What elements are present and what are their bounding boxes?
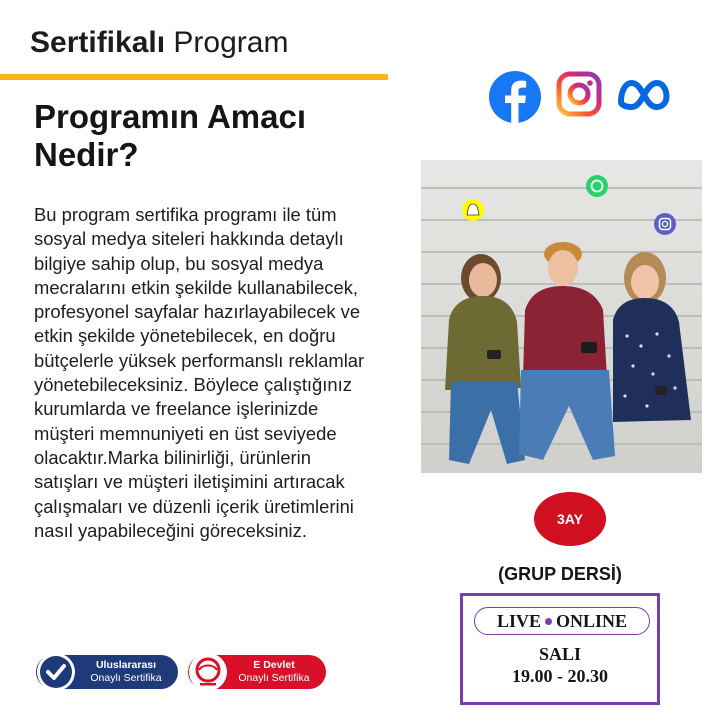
checkmark-icon: [36, 652, 76, 692]
whatsapp-icon: [586, 175, 608, 197]
live-label: LIVE: [496, 610, 541, 631]
students-photo: [421, 160, 702, 473]
cert-1-line2: Onaylı Sertifika: [90, 672, 162, 684]
instagram-icon[interactable]: [555, 70, 603, 118]
group-lesson-label: (GRUP DERSİ): [498, 564, 622, 584]
program-description: Bu program sertifika programı ile tüm sosyal medya siteleri hakkında detaylı bilgiye sahip olup, bu sosyal medya mecralarını etkin şekilde kullanabilecek, profesyonel sayfalar hazırlayabilecek ve etkin şekilde yönetebilecek, en doğru bütçelerle yüksek performanslı reklamlar yönetebileceksiniz. Böylece çalıştığınız kurumlarda ve freelance işlerinizde müşteri memnuniyeti en üst seviyede olacaktır.Marka bilinirliği, ürünlerin satışları ve müşteri iletişimini artıracak çalışmaları ve düzenli içerik üretimlerini nasıl yapabileceğini göreceksiniz.: [34, 204, 365, 541]
separator-dot: [545, 618, 552, 625]
meta-icon[interactable]: [615, 76, 673, 114]
cert-2-line2: Onaylı Sertifika: [238, 672, 310, 684]
cert-2-line1: E Devlet: [253, 659, 295, 671]
program-title-bold: Sertifikalı: [30, 26, 166, 59]
schedule-hours: 19.00 - 20.30: [512, 666, 608, 686]
section-heading: Programın Amacı Nedir?: [34, 98, 307, 173]
title-underline: [0, 74, 388, 80]
schedule-day: SALI: [538, 644, 582, 664]
online-label: ONLINE: [556, 610, 628, 631]
edevlet-logo-icon: [188, 652, 228, 692]
snapchat-icon: [462, 199, 484, 221]
program-title: [30, 26, 288, 60]
students-illustration: [421, 160, 702, 473]
facebook-icon[interactable]: [488, 70, 542, 124]
program-title-regular: Program: [173, 26, 289, 59]
instagram-icon: [654, 213, 676, 235]
duration-badge: 3AY: [534, 492, 606, 546]
international-certificate-badge: [36, 655, 178, 689]
cert-1-line1: Uluslararası: [95, 659, 157, 671]
live-online-pill: [474, 607, 650, 635]
edevlet-certificate-badge: [188, 655, 326, 689]
